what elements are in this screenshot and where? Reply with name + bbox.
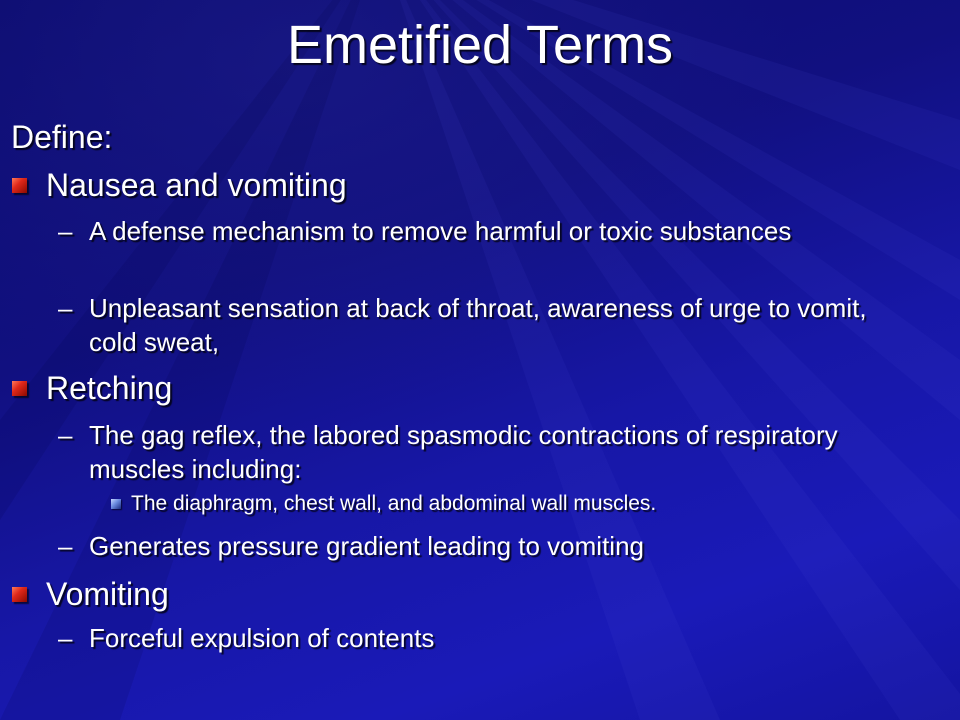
point-pressure-gradient: Generates pressure gradient leading to vomiting (89, 531, 644, 561)
point-defense-mechanism: A defense mechanism to remove harmful or toxic substances (89, 216, 792, 246)
dash-bullet: – (58, 216, 73, 246)
subpoint-diaphragm: The diaphragm, chest wall, and abdominal wall muscles. (131, 492, 657, 515)
dash-bullet: – (58, 293, 73, 323)
blue-square-bullet-icon (111, 499, 121, 509)
red-square-bullet-icon (12, 178, 27, 193)
red-square-bullet-icon (12, 381, 27, 396)
dash-bullet: – (58, 623, 73, 653)
point-gag-reflex: The gag reflex, the labored spasmodic contractions of respiratory muscles including: (89, 420, 838, 484)
slide-title: Emetified Terms (286, 15, 674, 75)
point-unpleasant-sensation: Unpleasant sensation at back of throat, awareness of urge to vomit, cold sweat, (89, 293, 867, 357)
define-label: Define: (11, 119, 113, 155)
section-heading-retching: Retching (46, 370, 173, 406)
dash-bullet: – (58, 531, 73, 561)
dash-bullet: – (58, 420, 73, 450)
section-heading-vomiting: Vomiting (46, 576, 169, 612)
section-heading-nausea: Nausea and vomiting (46, 167, 347, 203)
point-forceful-expulsion: Forceful expulsion of contents (89, 623, 435, 653)
red-square-bullet-icon (12, 587, 27, 602)
